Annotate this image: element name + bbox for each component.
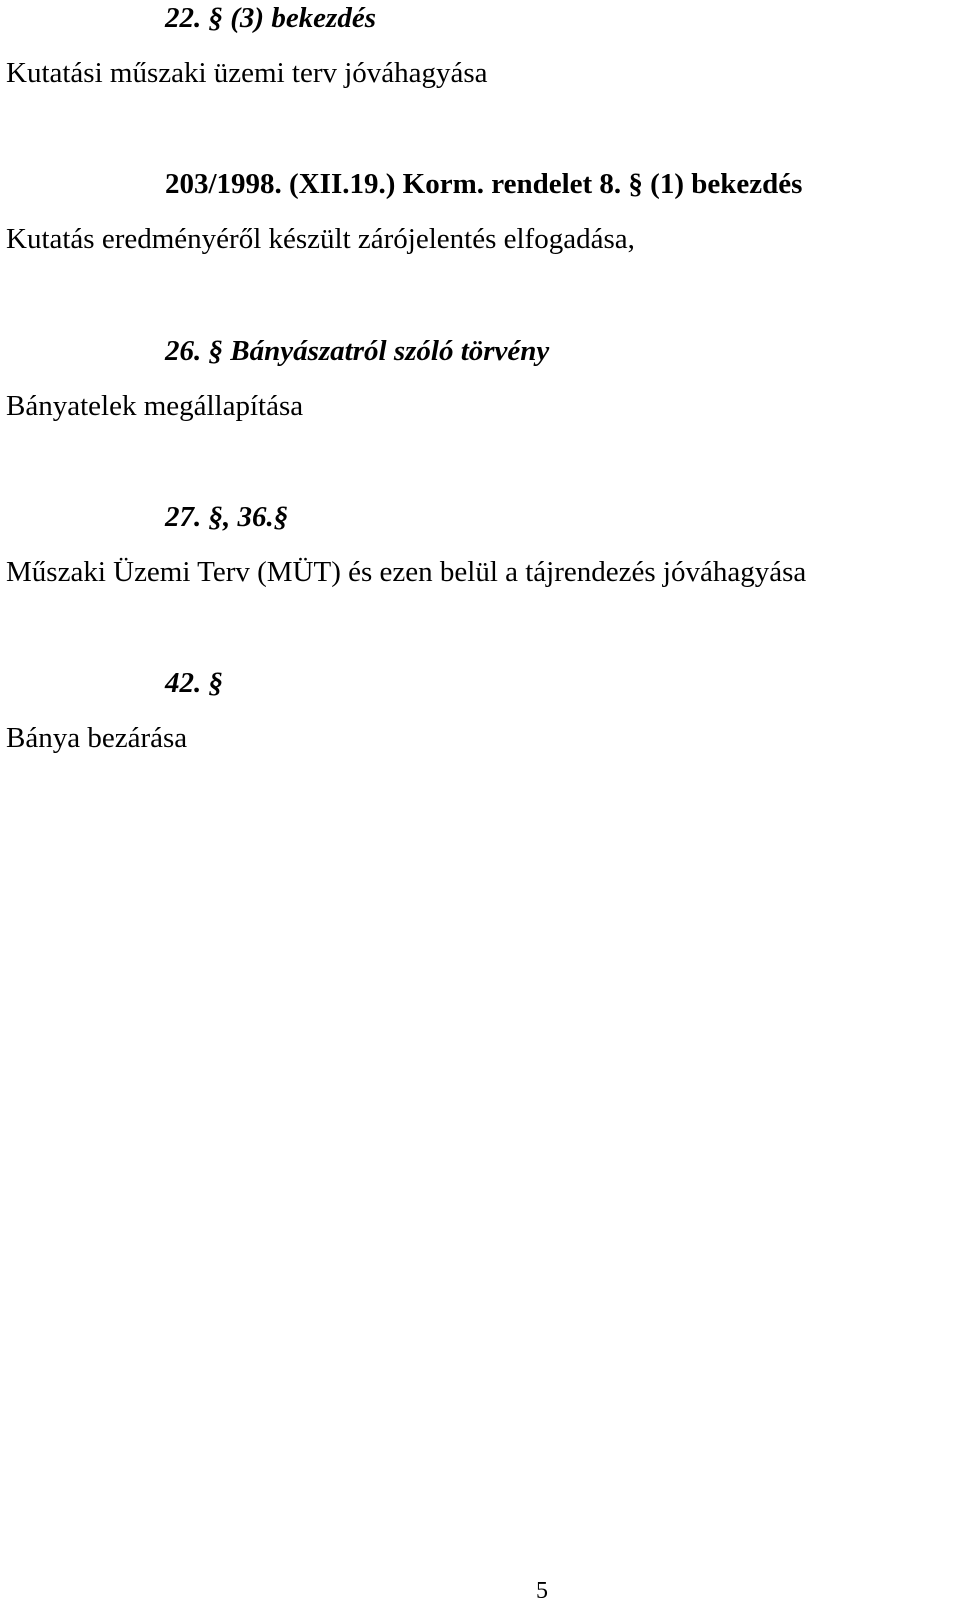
section-description-26: Bányatelek megállapítása xyxy=(6,390,304,422)
section-heading-korm-rendelet-text: 203/1998. (XII.19.) Korm. rendelet 8. § (1) bekezdés xyxy=(165,168,803,200)
section-heading-27-36: 27. §, 36.§ xyxy=(165,501,289,533)
section-heading-22: 22. § (3) bekezdés xyxy=(165,2,377,34)
page-number: 5 xyxy=(536,1578,548,1604)
section-description-korm-rendelet: Kutatás eredményéről készült zárójelentés elfogadása, xyxy=(6,223,635,255)
section-description-42: Bánya bezárása xyxy=(6,722,188,754)
section-heading-korm-rendelet xyxy=(165,166,802,202)
section-description-22: Kutatási műszaki üzemi terv jóváhagyása xyxy=(6,57,488,89)
section-heading-26: 26. § Bányászatról szóló törvény xyxy=(165,335,550,367)
section-heading-42: 42. § xyxy=(165,667,223,699)
section-description-27-36: Műszaki Üzemi Terv (MÜT) és ezen belül a tájrendezés jóváhagyása xyxy=(6,556,807,588)
